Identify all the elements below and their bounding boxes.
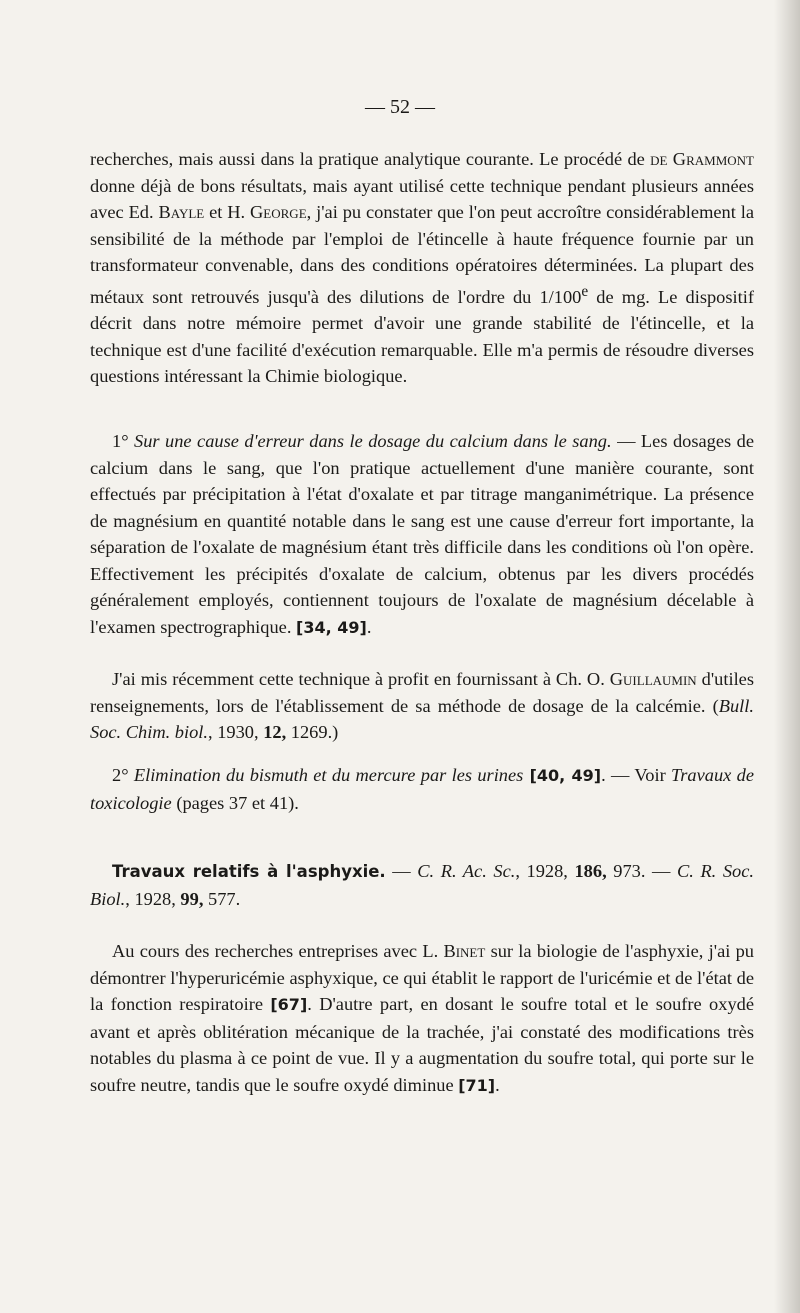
reference-71: [71] <box>458 1075 496 1095</box>
reference-67: [67] <box>270 995 308 1014</box>
author-bayle: Bayle <box>158 202 205 222</box>
guillaumin-paragraph: J'ai mis récemment cette technique à profit en fournissant à Ch. O. Guillaumin d'utiles renseignements, lors de l'établissement de sa méthode de dosage de la calcémie. (Bull. Soc. Chim. biol., 1930, 12, 1269.) <box>90 669 755 742</box>
author-george: George <box>250 202 307 222</box>
reference-40-49: [40, 49] <box>523 766 602 785</box>
journal-bull-soc-chim-biol: Bull. Soc. Chim. biol. <box>90 695 754 742</box>
bismuth-section-title: Elimination du bismuth et du mercure par les urines <box>133 765 524 785</box>
calcium-paragraph: 1° Sur une cause d'erreur dans le dosage du calcium dans le sang. — Les dosages de calcium dans le sang, que l'on pratique actuellement d'une manière courante, sont effectués par précipitation à l'état d'oxalate et par titrage manganimétrique. La présence de magnésium en quantité notable dans le sang est une cause d'erreur fort importante, la séparation de l'oxalate de magnésium étant très difficile dans les conditions où l'on opère. Effectivement les précipités d'oxalate de calcium, obtenus par les divers procédés généralement employés, contiennent toujours de l'oxalate de magnésium décelable à l'examen spectrographique. [34, 49]. <box>90 431 754 637</box>
asphyxia-paragraph: Au cours des recherches entreprises avec L. Binet sur la biologie de l'asphyxie, j'ai pu démontrer l'hyperuricémie asphyxique, ce qui établit le rapport de l'uricémie et de l'état de la fonction respiratoire [67]. D'autre part, en dosant le soufre total et le soufre oxydé avant et après oblitération mécanique de la trachée, j'ai constaté des modifications très notables du plasma à ce point de vue. Il y a augmentation du soufre total, qui porte sur le soufre neutre, tandis que le soufre oxydé diminue [71]. <box>90 941 754 1095</box>
author-guillaumin: Guillaumin <box>609 669 697 689</box>
reference-34-49: [34, 49] <box>296 617 367 637</box>
bismuth-paragraph: 2° Elimination du bismuth et du mercure par les urines [40, 49]. — Voir Travaux de toxicologie (pages 37 et 41). <box>90 765 754 813</box>
asphyxia-heading-title: Travaux relatifs à l'asphyxie. <box>112 862 386 881</box>
intro-paragraph: recherches, mais aussi dans la pratique analytique courante. Le procédé de de Grammont donne déjà de bons résultats, mais ayant utilisé cette technique pendant plusieurs années avec Ed. Bayle et H. George, j'ai pu constater que l'on peut accroître considérablement la sensibilité de la méthode par l'emploi de l'étincelle à haute fréquence fournie par un transformateur convenable, dans des conditions opératoires déterminées. La plupart des métaux sont retrouvés jusqu'à des dilutions de l'ordre du 1/100e de mg. Le dispositif décrit dans notre mémoire permet d'avoir une grande stabilité de l'étincelle, et la technique est d'une facilité d'exécution remarquable. Elle m'a permis de résoudre diverses questions intéressant la Chimie biologique. <box>90 149 754 387</box>
author-binet: Binet <box>443 941 486 961</box>
journal-cr-soc-biol: C. R. Soc. Biol. <box>90 861 755 909</box>
page-number: — 52 — <box>365 96 435 118</box>
toxicology-works-reference: Travaux de toxicologie <box>90 765 754 813</box>
journal-cr-ac-sc: C. R. Ac. Sc. <box>417 861 516 881</box>
author-de-grammont: de Grammont <box>650 149 754 169</box>
calcium-section-title: Sur une cause d'erreur dans le dosage du calcium dans le sang. <box>134 431 612 451</box>
page-spine-shadow <box>774 0 800 1313</box>
asphyxia-section-heading: Travaux relatifs à l'asphyxie. — C. R. Ac. Sc., 1928, 186, 973. — C. R. Soc. Biol., 1928, 99, 577. <box>90 861 755 909</box>
